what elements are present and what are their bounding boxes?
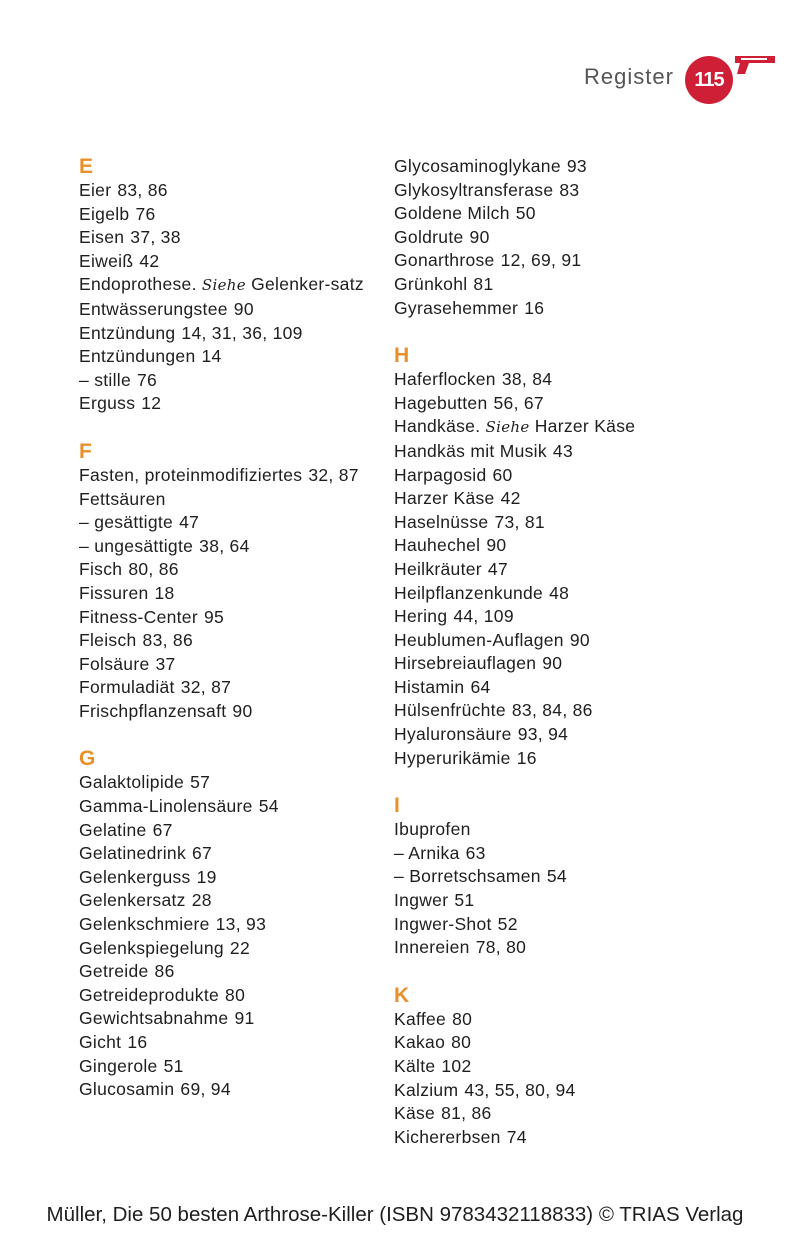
page-references: 37, 38	[130, 227, 181, 248]
page-references: 38, 84	[501, 369, 553, 390]
index-entry	[79, 771, 379, 795]
index-entry	[394, 368, 724, 392]
page-references: 76	[137, 369, 158, 390]
index-term: Harpagosid	[394, 464, 487, 485]
see-reference-label: Siehe	[201, 276, 246, 295]
index-term: Kalzium	[394, 1079, 459, 1100]
page-references: 44, 109	[453, 606, 514, 627]
index-entry	[394, 842, 724, 866]
page-references: 50	[515, 203, 536, 224]
index-term: Kaffee	[394, 1008, 447, 1029]
index-term: Grünkohl	[394, 273, 468, 294]
index-term: Hauhechel	[394, 535, 481, 556]
page-references: 22	[229, 937, 250, 958]
page-references: 74	[506, 1126, 527, 1147]
index-entry	[394, 699, 724, 723]
index-entry	[394, 1055, 724, 1079]
index-entry	[79, 889, 379, 913]
page-references: 32, 87	[308, 464, 359, 485]
index-term: Gewichtsabnahme	[79, 1008, 229, 1029]
index-term: Fissuren	[79, 582, 149, 603]
index-term: Hagebutten	[394, 392, 488, 413]
page-references: 67	[152, 819, 173, 840]
index-entry	[79, 866, 379, 890]
index-term: Gelatine	[79, 819, 147, 840]
index-entry	[79, 960, 379, 984]
page-references: 51	[454, 890, 475, 911]
index-term: Innereien	[394, 937, 470, 958]
index-entry	[394, 297, 724, 321]
index-entry	[79, 842, 379, 866]
index-entry	[79, 676, 379, 700]
index-term: Gelatinedrink	[79, 843, 187, 864]
page-references: 14	[201, 346, 222, 367]
page-references: 47	[487, 558, 508, 579]
page-references: 43	[552, 440, 573, 461]
index-term: – ungesättigte	[79, 535, 194, 556]
index-entry	[394, 1031, 724, 1055]
index-entry	[79, 273, 379, 298]
index-term: Handkäse.	[394, 416, 481, 437]
page-references: 67	[192, 843, 213, 864]
index-entry	[79, 179, 379, 203]
index-term: Fettsäuren	[79, 488, 166, 509]
index-entry	[394, 582, 724, 606]
index-term: Histamin	[394, 676, 465, 697]
index-term: Eigelb	[79, 203, 130, 224]
index-term: Gicht	[79, 1032, 122, 1052]
index-entry	[79, 226, 379, 250]
index-term: Glycosaminoglykane	[394, 156, 561, 176]
index-entry	[79, 819, 379, 843]
index-term: Entwässerungstee	[79, 298, 228, 319]
page-references: 18	[154, 582, 175, 603]
page-references: 90	[469, 226, 490, 247]
index-entry	[79, 464, 379, 488]
index-entry	[394, 652, 724, 676]
page-references: 14, 31, 36, 109	[181, 322, 303, 343]
index-entry	[394, 226, 724, 250]
index-entry	[394, 747, 724, 771]
index-section	[394, 344, 724, 770]
page-references: 91	[234, 1008, 255, 1029]
page-references: 81, 86	[441, 1103, 492, 1124]
index-term: Hering	[394, 606, 448, 627]
page-references: 16	[516, 747, 537, 768]
index-entry	[394, 723, 724, 747]
index-entry	[79, 345, 379, 369]
index-term: Gamma-Linolensäure	[79, 796, 253, 817]
index-term: – stille	[79, 369, 132, 390]
index-term: Goldene Milch	[394, 203, 510, 224]
page-references: 12	[141, 393, 162, 414]
page-references: 13, 93	[215, 914, 267, 935]
index-term: Folsäure	[79, 653, 150, 674]
index-term: Entzündung	[79, 322, 176, 343]
index-entry	[79, 700, 379, 724]
section-letter: E	[79, 155, 94, 178]
page-references: 16	[524, 297, 545, 318]
index-entry	[79, 203, 379, 227]
index-term: Fisch	[79, 559, 123, 580]
index-entry	[79, 984, 379, 1008]
page-references: 54	[546, 866, 567, 887]
index-entry	[394, 487, 724, 511]
index-term: Heublumen-Auflagen	[394, 629, 564, 650]
index-term: Hyaluronsäure	[394, 724, 512, 745]
page-references: 81	[473, 273, 494, 294]
index-entry	[79, 298, 379, 322]
index-entry	[79, 937, 379, 961]
index-term: Galaktolipide	[79, 772, 185, 793]
index-term: Gyrasehemmer	[394, 297, 519, 318]
index-entry	[394, 913, 724, 937]
index-entry	[394, 936, 724, 960]
index-term: Formuladiät	[79, 677, 175, 698]
section-letter: I	[394, 794, 400, 818]
index-entry	[79, 1055, 379, 1079]
index-term: Heilpflanzenkunde	[394, 582, 544, 603]
index-entry	[394, 629, 724, 653]
index-entry	[79, 558, 379, 582]
index-term: Entzündungen	[79, 346, 196, 367]
index-entry	[394, 818, 724, 842]
page-references: 37	[155, 653, 176, 674]
index-entry	[79, 1031, 379, 1055]
index-term: Hyperurikämie	[394, 747, 511, 768]
index-entry	[394, 415, 724, 440]
page-number-badge: 115	[685, 56, 733, 104]
page-references: 80	[225, 984, 246, 1005]
page-references: 48	[549, 582, 570, 603]
page-references: 38, 64	[199, 535, 250, 556]
index-entry	[394, 179, 724, 203]
index-entry	[394, 155, 724, 179]
index-entry	[79, 250, 379, 274]
index-term: Gelenkersatz	[79, 890, 186, 911]
index-term: Gelenkspiegelung	[79, 937, 224, 958]
index-entry	[79, 913, 379, 937]
index-entry	[79, 629, 379, 653]
page-references: 42	[500, 488, 521, 509]
index-term: Gingerole	[79, 1055, 158, 1076]
index-entry	[394, 511, 724, 535]
index-entry	[79, 653, 379, 677]
page-references: 95	[203, 606, 225, 627]
index-term: Getreide	[79, 961, 149, 982]
index-term: Eisen	[79, 227, 125, 248]
page-references: 83, 84, 86	[511, 700, 593, 721]
index-term: Kälte	[394, 1056, 436, 1076]
index-entry	[79, 1078, 379, 1102]
index-term: Ingwer	[394, 890, 449, 911]
page-references: 83, 86	[117, 180, 168, 200]
index-entry	[394, 392, 724, 416]
index-entry	[394, 249, 724, 273]
page-references: 86	[154, 961, 175, 982]
index-term: Frischpflanzensaft	[79, 700, 227, 721]
index-entry	[394, 1008, 724, 1032]
page-references: 56, 67	[493, 392, 544, 413]
index-entry	[394, 1126, 724, 1150]
index-entry	[394, 605, 724, 629]
page-references: 57	[190, 772, 211, 793]
index-entry	[394, 464, 724, 488]
index-entry	[394, 865, 724, 889]
index-column-left	[79, 155, 379, 1102]
index-term: Kakao	[394, 1032, 446, 1053]
page-references: 28	[191, 890, 212, 911]
index-entry	[79, 392, 379, 416]
page-references: 43, 55, 80, 94	[464, 1079, 576, 1100]
page-references: 64	[470, 676, 491, 697]
section-letter: F	[79, 439, 92, 463]
index-term: Harzer Käse	[394, 488, 495, 509]
page-references: 19	[196, 866, 217, 887]
page-references: 83	[559, 179, 580, 200]
index-term: Erguss	[79, 393, 136, 414]
index-term: Goldrute	[394, 226, 464, 247]
index-entry	[394, 273, 724, 297]
index-term: Kichererbsen	[394, 1126, 501, 1147]
index-term: Haselnüsse	[394, 511, 489, 532]
index-entry	[394, 202, 724, 226]
index-term: Ingwer-Shot	[394, 913, 492, 934]
page-references: 93, 94	[517, 724, 569, 745]
copyright-footer: Müller, Die 50 besten Arthrose-Killer (ISBN 9783432118833) © TRIAS Verlag	[46, 1203, 744, 1226]
index-term: Hülsenfrüchte	[394, 700, 506, 721]
page-references: 47	[179, 512, 200, 533]
index-entry	[79, 606, 379, 630]
page-references: 83, 86	[142, 630, 193, 651]
page-references: 54	[258, 796, 279, 817]
index-entry	[394, 1079, 724, 1103]
index-term: Gelenkschmiere	[79, 914, 210, 935]
index-entry	[79, 1007, 379, 1031]
section-letter: G	[79, 747, 96, 771]
page-references: 32, 87	[180, 677, 232, 698]
page-references: 60	[492, 464, 513, 485]
index-entry	[394, 558, 724, 582]
index-entry	[79, 322, 379, 346]
index-entry	[79, 795, 379, 819]
page-references: 90	[542, 653, 563, 674]
see-reference-label: Siehe	[485, 418, 530, 437]
index-section	[79, 155, 379, 416]
page-references: 12, 69, 91	[500, 250, 582, 271]
index-term: Gonarthrose	[394, 250, 495, 271]
index-section	[394, 984, 724, 1150]
index-term: Gelenkerguss	[79, 866, 191, 887]
page-references: 52	[497, 913, 518, 934]
index-term: Heilkräuter	[394, 558, 482, 579]
index-entry	[394, 889, 724, 913]
index-term: Ibuprofen	[394, 819, 471, 840]
index-term: Eiweiß	[79, 250, 134, 271]
index-entry	[394, 1102, 724, 1126]
pistol-icon	[727, 52, 777, 80]
running-header-title: Register	[584, 64, 674, 89]
index-entry	[394, 676, 724, 700]
index-term: – Borretschsamen	[394, 866, 541, 887]
index-entry	[394, 440, 724, 464]
page-references: 90	[233, 298, 254, 319]
index-term: Hirsebreiauflagen	[394, 653, 537, 674]
page-references: 76	[135, 203, 156, 224]
index-term: – Arnika	[394, 842, 460, 863]
page-references: 73, 81	[494, 511, 545, 532]
index-term: – gesättigte	[79, 512, 174, 533]
index-term: Fasten, proteinmodifiziertes	[79, 464, 303, 485]
index-term: Haferflocken	[394, 369, 496, 390]
index-section	[394, 794, 724, 960]
page-references: 80	[452, 1008, 473, 1029]
index-column-right	[394, 155, 724, 1149]
index-entry	[394, 534, 724, 558]
page-references: 90	[486, 535, 507, 556]
index-term: Fleisch	[79, 630, 137, 651]
page-references: 51	[163, 1055, 184, 1076]
page-references: 42	[139, 250, 160, 271]
page-references: 80, 86	[128, 559, 179, 580]
section-letter: K	[394, 983, 410, 1007]
page-references: 63	[465, 842, 486, 863]
page-references: 16	[127, 1032, 148, 1052]
index-entry	[79, 511, 379, 535]
index-entry	[79, 369, 379, 393]
index-entry	[79, 535, 379, 559]
page-references: 102	[441, 1056, 472, 1076]
index-section	[394, 155, 724, 320]
see-reference-target: Gelenker-satz	[251, 274, 364, 295]
index-term: Endoprothese.	[79, 274, 197, 295]
index-entry	[79, 488, 379, 512]
index-entry	[79, 582, 379, 606]
index-section	[79, 440, 379, 724]
index-term: Käse	[394, 1103, 436, 1124]
page-references: 93	[566, 156, 587, 176]
index-section	[79, 747, 379, 1101]
page-references: 69, 94	[180, 1079, 231, 1100]
index-term: Glykosyltransferase	[394, 179, 554, 200]
section-letter: H	[394, 344, 410, 368]
page-references: 90	[232, 700, 253, 721]
index-term: Handkäs mit Musik	[394, 440, 547, 461]
index-term: Glucosamin	[79, 1079, 175, 1100]
page-references: 90	[569, 629, 590, 650]
index-term: Fitness-Center	[79, 606, 198, 627]
page-references: 80	[451, 1032, 472, 1053]
index-term: Getreideprodukte	[79, 984, 220, 1005]
see-reference-target: Harzer Käse	[534, 416, 636, 437]
page-references: 78, 80	[475, 937, 527, 958]
index-term: Eier	[79, 180, 112, 200]
